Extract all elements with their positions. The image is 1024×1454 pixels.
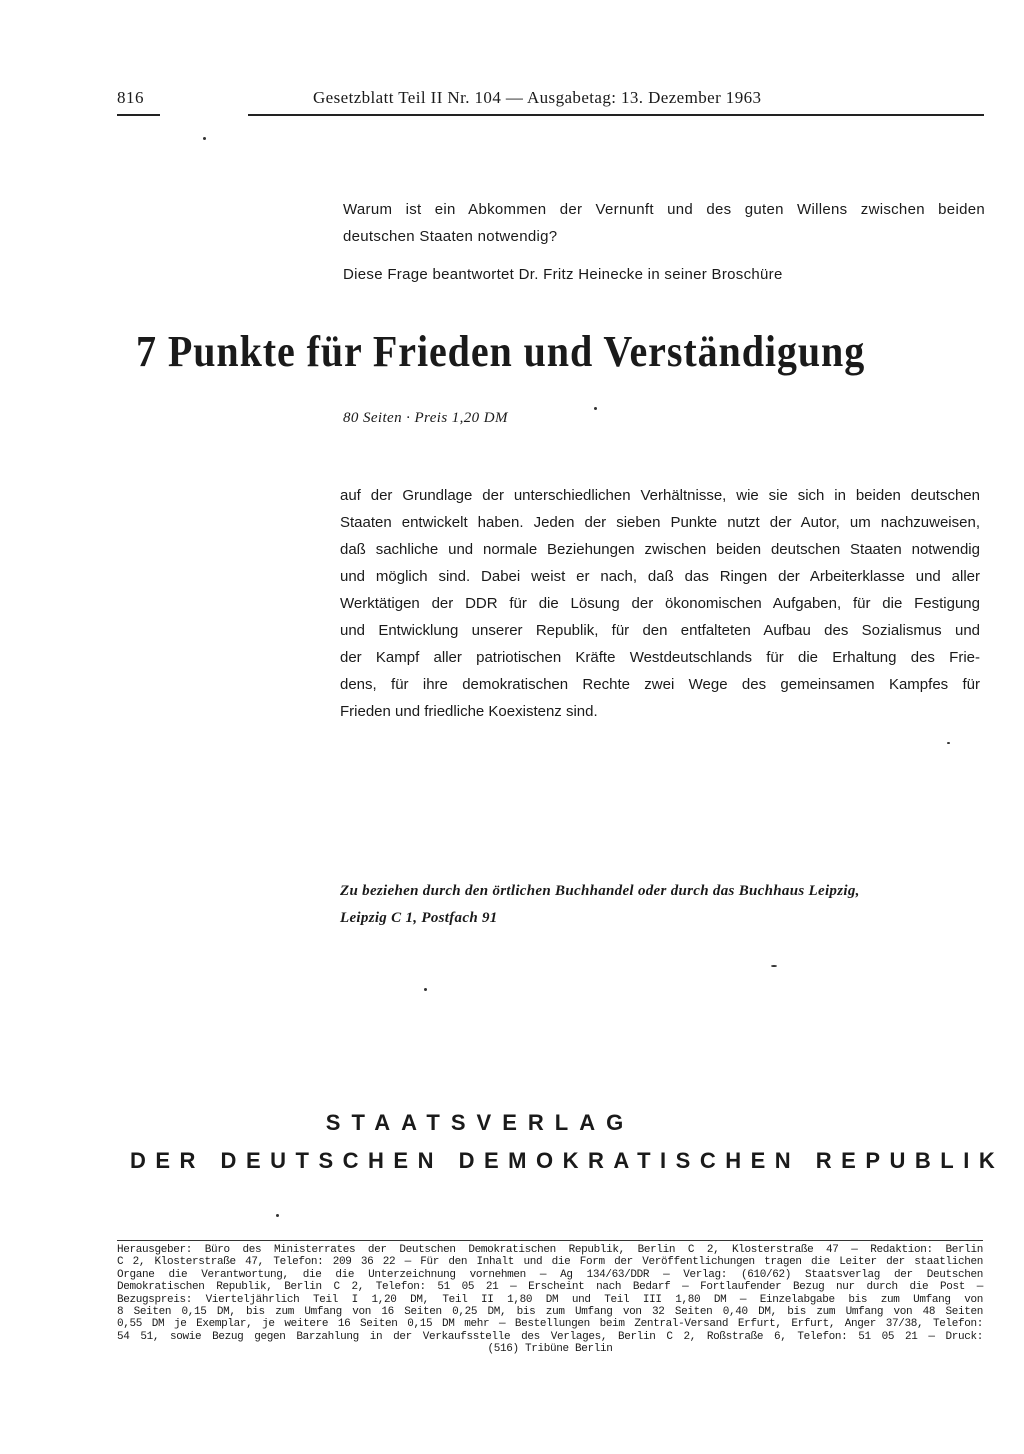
imprint-line: 8 Seiten 0,15 DM, bis zum Umfang von 16 Seiten 0,25 DM, bis zum Umfang von 32 Seiten 0,40 DM, bis zum Umfang von 48 Seiten bbox=[117, 1306, 983, 1319]
imprint-line: Herausgeber: Büro des Ministerrates der Deutschen Demokratischen Republik, Berlin C 2, Klosterstraße 47 — Redaktion: Berlin bbox=[117, 1244, 983, 1256]
imprint-line: (516) Tribüne Berlin bbox=[487, 1343, 613, 1356]
imprint-line: 54 51, sowie Bezug gegen Barzahlung in der Verkaufsstelle des Verlages, Berlin C 2, Roßstraße 6, Telefon: 51 05 21 — Druck: bbox=[117, 1330, 983, 1343]
scan-speck bbox=[771, 965, 777, 967]
ordering-line2: Leipzig C 1, Postfach 91 bbox=[340, 910, 498, 926]
scan-speck bbox=[276, 1214, 279, 1217]
ordering-line1: Zu beziehen durch den örtlichen Buchhandel oder durch das Buchhaus Leipzig, bbox=[340, 883, 860, 899]
page-number: 816 bbox=[117, 88, 144, 107]
imprint-line: Bezugspreis: Vierteljährlich Teil I 1,20 DM, Teil II 1,80 DM und Teil III 1,80 DM — Einzelabgabe bis zum Umfang von bbox=[117, 1293, 983, 1306]
description-line: der Kampf aller patriotischen Kräfte Westdeutschlands für die Erhaltung des Frie- bbox=[340, 649, 980, 666]
imprint-line: C 2, Klosterstraße 47, Telefon: 209 36 22 — Für den Inhalt und die Form der Veröffentlichungen tragen die Leiter der staatlichen bbox=[117, 1256, 983, 1269]
description-line: dens, für ihre demokratischen Rechte zwei Wege des gemeinsamen Kampfes für bbox=[340, 676, 980, 693]
intro-question-line1: Warum ist ein Abkommen der Vernunft und des guten Willens zwischen beiden bbox=[343, 201, 985, 218]
description-line: Werktätigen der DDR für die Lösung der ökonomischen Aufgaben, für die Festigung bbox=[340, 595, 980, 612]
scan-speck bbox=[594, 407, 597, 410]
imprint-rule bbox=[117, 1240, 983, 1241]
description-line: und möglich sind. Dabei weist er nach, daß das Ringen der Arbeiterklasse und aller bbox=[340, 568, 980, 585]
ordering-info bbox=[340, 878, 940, 932]
intro-answer: Diese Frage beantwortet Dr. Fritz Heinecke in seiner Broschüre bbox=[343, 266, 783, 283]
book-details: 80 Seiten · Preis 1,20 DM bbox=[343, 410, 508, 426]
header-rule bbox=[248, 114, 984, 116]
imprint bbox=[117, 1244, 983, 1356]
description-line: Frieden und friedliche Koexistenz sind. bbox=[340, 703, 598, 720]
publisher-subtitle: DER DEUTSCHEN DEMOKRATISCHEN REPUBLIK bbox=[130, 1148, 1005, 1173]
book-description bbox=[340, 482, 980, 725]
publisher-name: STAATSVERLAG bbox=[325, 1110, 635, 1135]
description-line: und Entwicklung unserer Republik, für den entfalteten Aufbau des Sozialismus und bbox=[340, 622, 980, 639]
scan-speck bbox=[203, 137, 206, 140]
imprint-line: Organe die Verantwortung, die die Unterzeichnung vornehmen — Ag 134/63/DDR — Verlag: (610/62) Staatsverlag der Deutschen bbox=[117, 1268, 983, 1281]
scan-speck bbox=[947, 742, 950, 744]
description-line: Staaten entwickelt haben. Jeden der sieben Punkte nutzt der Autor, um nachzuweisen, bbox=[340, 514, 980, 531]
description-line: daß sachliche und normale Beziehungen zwischen beiden deutschen Staaten notwendig bbox=[340, 541, 980, 558]
intro-question-line2: deutschen Staaten notwendig? bbox=[343, 228, 558, 245]
scan-speck bbox=[424, 988, 427, 991]
running-header: Gesetzblatt Teil II Nr. 104 — Ausgabetag: 13. Dezember 1963 bbox=[313, 88, 762, 107]
imprint-line: Demokratischen Republik, Berlin C 2, Telefon: 51 05 21 — Erscheint nach Bedarf — Fortlaufender Bezug nur durch die Post — bbox=[117, 1281, 983, 1294]
header-rule-short bbox=[117, 114, 160, 116]
book-title: 7 Punkte für Frieden und Verständigung bbox=[136, 327, 866, 376]
description-line: auf der Grundlage der unterschiedlichen Verhältnisse, wie sie sich in beiden deutschen bbox=[340, 487, 980, 504]
imprint-line: 0,55 DM je Exemplar, je weitere 16 Seiten 0,15 DM mehr — Bestellungen beim Zentral-Versand Erfurt, Erfurt, Anger 37/38, Telefon: bbox=[117, 1318, 983, 1331]
